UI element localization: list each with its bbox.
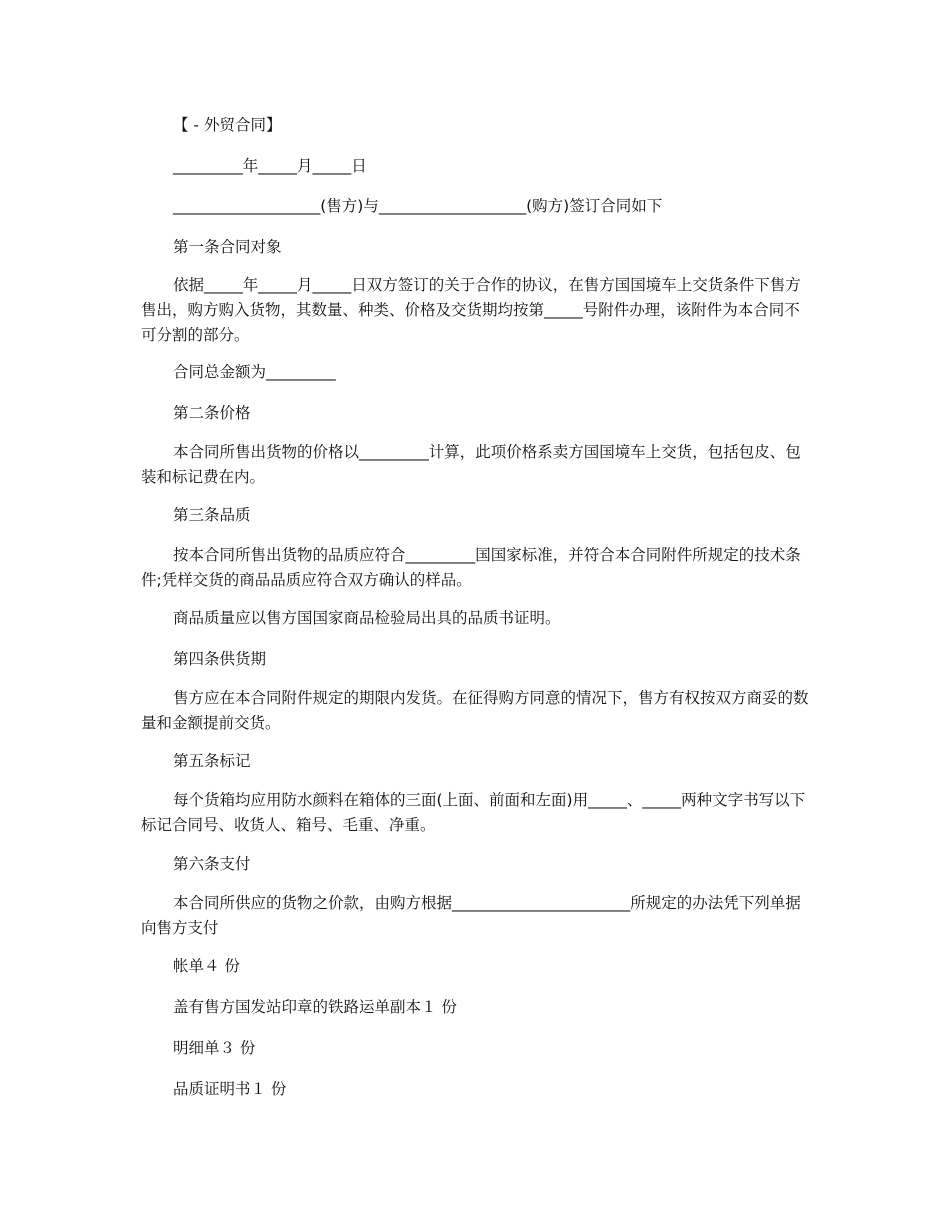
article-6-body: 本合同所供应的货物之价款，由购方根据_______________________所规定的办法凭下列单据向售方支付 bbox=[141, 894, 801, 937]
date-line: _________年_____月_____日 bbox=[173, 157, 367, 175]
document-title: 【 - 外贸合同】 bbox=[173, 116, 282, 134]
list-item: 明细单３ 份 bbox=[173, 1039, 256, 1057]
parties-line: ___________________(售方)与___________________(购方)签订合同如下 bbox=[173, 197, 663, 215]
list-item: 盖有售方国发站印章的铁路运单副本１ 份 bbox=[173, 998, 457, 1016]
article-3-body: 按本合同所售出货物的品质应符合_________国国家标准，并符合本合同附件所规定的技术条件;凭样交货的商品品质应符合双方确认的样品。 bbox=[141, 546, 801, 589]
article-3-heading: 第三条品质 bbox=[173, 506, 251, 524]
article-1-heading: 第一条合同对象 bbox=[173, 238, 282, 256]
list-item: 品质证明书１ 份 bbox=[173, 1080, 287, 1098]
article-3-quality-cert: 商品质量应以售方国国家商品检验局出具的品质书证明。 bbox=[173, 609, 561, 627]
total-amount-line: 合同总金额为_________ bbox=[173, 363, 336, 381]
article-5-body: 每个货箱均应用防水颜料在箱体的三面(上面、前面和左面)用_____、_____两种文字书写以下标记合同号、收货人、箱号、毛重、净重。 bbox=[141, 791, 806, 834]
article-4-heading: 第四条供货期 bbox=[173, 650, 267, 668]
list-item: 帐单４ 份 bbox=[173, 957, 240, 975]
article-4-body: 售方应在本合同附件规定的期限内发货。在征得购方同意的情况下，售方有权按双方商妥的数量和金额提前交货。 bbox=[141, 689, 809, 732]
article-2-body: 本合同所售出货物的价格以_________计算，此项价格系卖方国国境车上交货，包括包皮、包装和标记费在内。 bbox=[141, 443, 801, 486]
article-1-body: 依据_____年_____月_____日双方签订的关于合作的协议，在售方国国境车上交货条件下售方售出，购方购入货物，其数量、种类、价格及交货期均按第_____号附件办理，该附件为本合同不可分割的部分。 bbox=[141, 276, 801, 344]
article-2-heading: 第二条价格 bbox=[173, 404, 251, 422]
article-5-heading: 第五条标记 bbox=[173, 752, 251, 770]
article-6-heading: 第六条支付 bbox=[173, 855, 251, 873]
